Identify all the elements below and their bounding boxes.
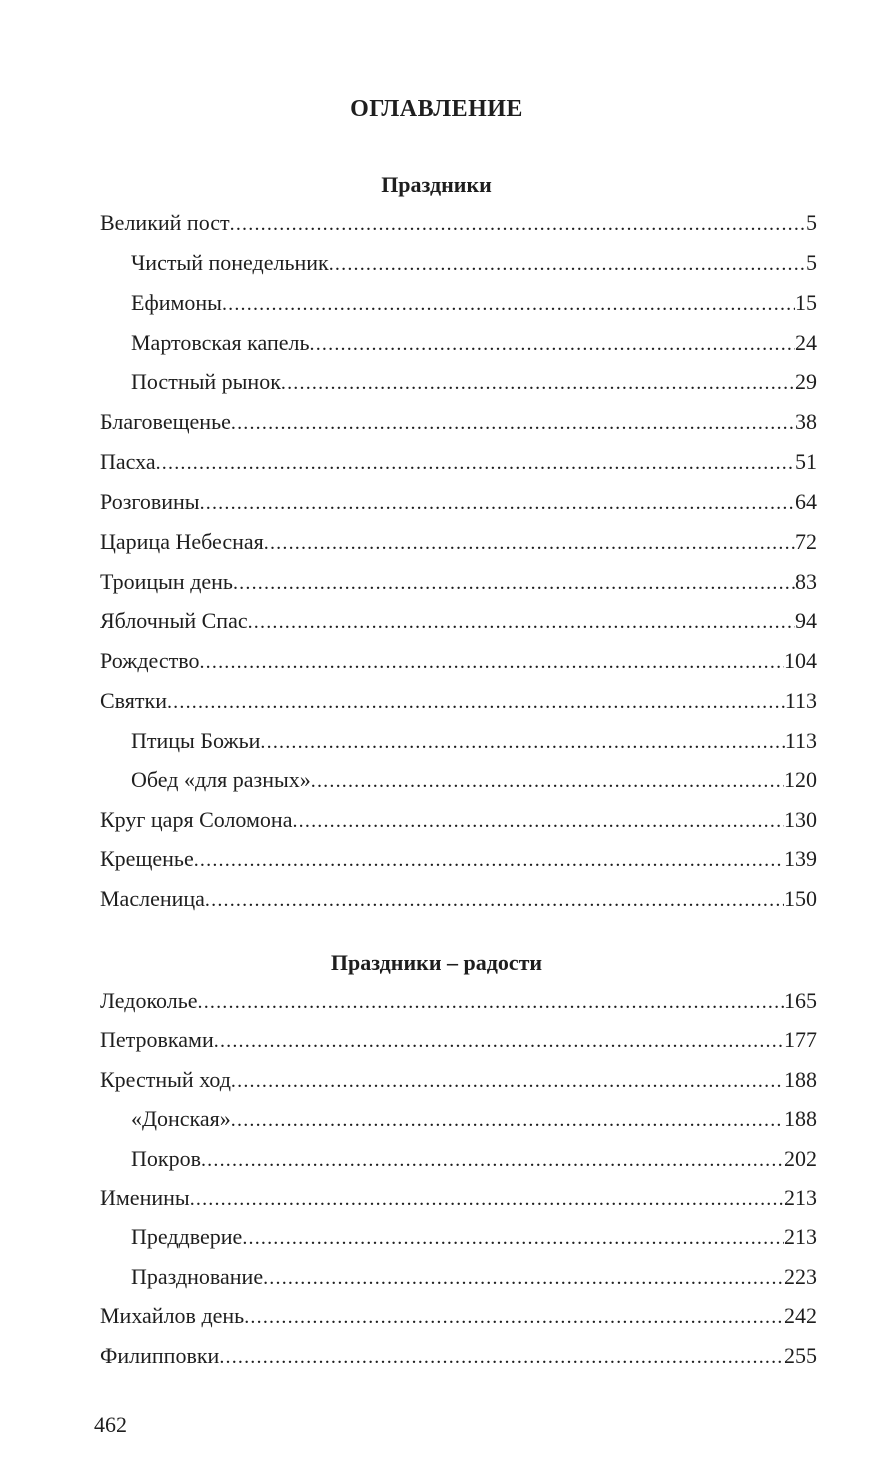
- dot-leader: [205, 885, 784, 915]
- entry-title: Постный рынок: [131, 369, 281, 394]
- toc-entry[interactable]: [100, 686, 817, 716]
- dot-leader: [244, 1302, 784, 1332]
- entry-title: Благовещенье: [100, 409, 231, 434]
- toc-subentry[interactable]: [131, 1262, 817, 1292]
- entry-title: Ефимоны: [131, 290, 222, 315]
- entry-page-number: 104: [784, 648, 817, 673]
- section-title: Праздники: [381, 172, 492, 197]
- dot-leader: [219, 1342, 784, 1372]
- dot-leader: [281, 368, 795, 398]
- entry-title: Филипповки: [100, 1343, 220, 1368]
- entry-page-number: 213: [784, 1185, 817, 1210]
- entry-page-number: 5: [806, 250, 817, 275]
- dot-leader: [231, 1105, 784, 1135]
- dot-leader: [248, 607, 795, 637]
- entry-title: «Донская»: [131, 1106, 231, 1131]
- entry-page-number: 24: [795, 330, 817, 355]
- entry-title: Михайлов день: [100, 1303, 245, 1328]
- toc-entry[interactable]: [100, 487, 817, 517]
- toc-subentry[interactable]: [131, 1222, 817, 1252]
- dot-leader: [264, 528, 795, 558]
- toc-entry[interactable]: [100, 527, 817, 557]
- entry-title: Царица Небесная: [100, 529, 264, 554]
- entry-page-number: 113: [784, 688, 817, 713]
- entry-page-number: 188: [784, 1106, 817, 1131]
- toc-entry[interactable]: [100, 646, 817, 676]
- entry-title: Крещенье: [100, 846, 194, 871]
- entry-title: Обед «для разных»: [131, 767, 311, 792]
- toc-subentry[interactable]: [131, 1144, 817, 1174]
- entry-page-number: 150: [784, 886, 817, 911]
- dot-leader: [201, 1145, 784, 1175]
- entry-title: Рождество: [100, 648, 200, 673]
- entry-title: Птицы Божьи: [131, 728, 261, 753]
- dot-leader: [230, 209, 806, 239]
- entry-title: Масленица: [100, 886, 205, 911]
- toc-subentry[interactable]: [131, 288, 817, 318]
- toc-subentry[interactable]: [131, 248, 817, 278]
- dot-leader: [311, 766, 784, 796]
- toc-subentry[interactable]: [131, 1104, 817, 1134]
- dot-leader: [231, 1066, 784, 1096]
- toc-entry[interactable]: [100, 1301, 817, 1331]
- section-title: Праздники – радости: [330, 950, 543, 975]
- dot-leader: [194, 845, 784, 875]
- toc-entry[interactable]: [100, 884, 817, 914]
- toc-entry[interactable]: [100, 208, 817, 238]
- entry-page-number: 5: [806, 210, 817, 235]
- toc-entry[interactable]: [100, 567, 817, 597]
- entry-title: Троицын день: [100, 569, 233, 594]
- toc-entry[interactable]: [100, 986, 817, 1016]
- dot-leader: [167, 687, 785, 717]
- toc-entry[interactable]: [100, 447, 817, 477]
- toc-subentry[interactable]: [131, 328, 817, 358]
- entry-title: Великий пост: [100, 210, 230, 235]
- dot-leader: [292, 806, 784, 836]
- entry-title: Чистый понедельник: [131, 250, 329, 275]
- entry-page-number: 64: [795, 489, 817, 514]
- toc-entry[interactable]: [100, 1065, 817, 1095]
- dot-leader: [263, 1263, 784, 1293]
- dot-leader: [233, 568, 795, 598]
- toc-subentry[interactable]: [131, 726, 817, 756]
- entry-title: Святки: [100, 688, 167, 713]
- entry-page-number: 15: [795, 290, 817, 315]
- entry-title: Преддверие: [131, 1224, 243, 1249]
- entry-title: Именины: [100, 1185, 190, 1210]
- entry-page-number: 188: [784, 1067, 817, 1092]
- toc-entry[interactable]: [100, 606, 817, 636]
- page-number: 462: [94, 1412, 127, 1437]
- toc-entry[interactable]: [100, 1341, 817, 1371]
- toc-entry[interactable]: [100, 1025, 817, 1055]
- dot-leader: [214, 1026, 784, 1056]
- entry-title: Крестный ход: [100, 1067, 231, 1092]
- entry-page-number: 213: [784, 1224, 817, 1249]
- toc-entry[interactable]: [100, 407, 817, 437]
- toc-entry[interactable]: [100, 844, 817, 874]
- entry-title: Празднование: [131, 1264, 264, 1289]
- entry-page-number: 242: [784, 1303, 817, 1328]
- dot-leader: [222, 289, 795, 319]
- dot-leader: [198, 987, 785, 1017]
- entry-page-number: 255: [784, 1343, 817, 1368]
- entry-title: Покров: [131, 1146, 201, 1171]
- entry-page-number: 83: [795, 569, 817, 594]
- entry-page-number: 29: [795, 369, 817, 394]
- entry-title: Розговины: [100, 489, 200, 514]
- dot-leader: [231, 408, 795, 438]
- dot-leader: [200, 488, 795, 518]
- entry-page-number: 130: [784, 807, 817, 832]
- entry-page-number: 202: [784, 1146, 817, 1171]
- entry-page-number: 113: [784, 728, 817, 753]
- toc-subentry[interactable]: [131, 367, 817, 397]
- entry-page-number: 165: [784, 988, 817, 1013]
- entry-page-number: 177: [784, 1027, 817, 1052]
- dot-leader: [199, 647, 784, 677]
- toc-title: ОГЛАВЛЕНИЕ: [350, 96, 523, 122]
- entry-page-number: 139: [784, 846, 817, 871]
- dot-leader: [260, 727, 784, 757]
- entry-title: Ледоколье: [100, 988, 198, 1013]
- entry-page-number: 72: [795, 529, 817, 554]
- entry-title: Петровками: [100, 1027, 214, 1052]
- toc-entry[interactable]: [100, 805, 817, 835]
- toc-subentry[interactable]: [131, 765, 817, 795]
- entry-page-number: 120: [784, 767, 817, 792]
- entry-title: Круг царя Соломона: [100, 807, 293, 832]
- entry-title: Пасха: [100, 449, 156, 474]
- dot-leader: [329, 249, 806, 279]
- entry-page-number: 94: [795, 608, 817, 633]
- dot-leader: [190, 1184, 784, 1214]
- entry-title: Мартовская капель: [131, 330, 310, 355]
- dot-leader: [156, 448, 795, 478]
- entry-page-number: 51: [795, 449, 817, 474]
- entry-title: Яблочный Спас: [100, 608, 248, 633]
- entry-page-number: 223: [784, 1264, 817, 1289]
- toc-entry[interactable]: [100, 1183, 817, 1213]
- entry-page-number: 38: [795, 409, 817, 434]
- dot-leader: [242, 1223, 784, 1253]
- dot-leader: [310, 329, 795, 359]
